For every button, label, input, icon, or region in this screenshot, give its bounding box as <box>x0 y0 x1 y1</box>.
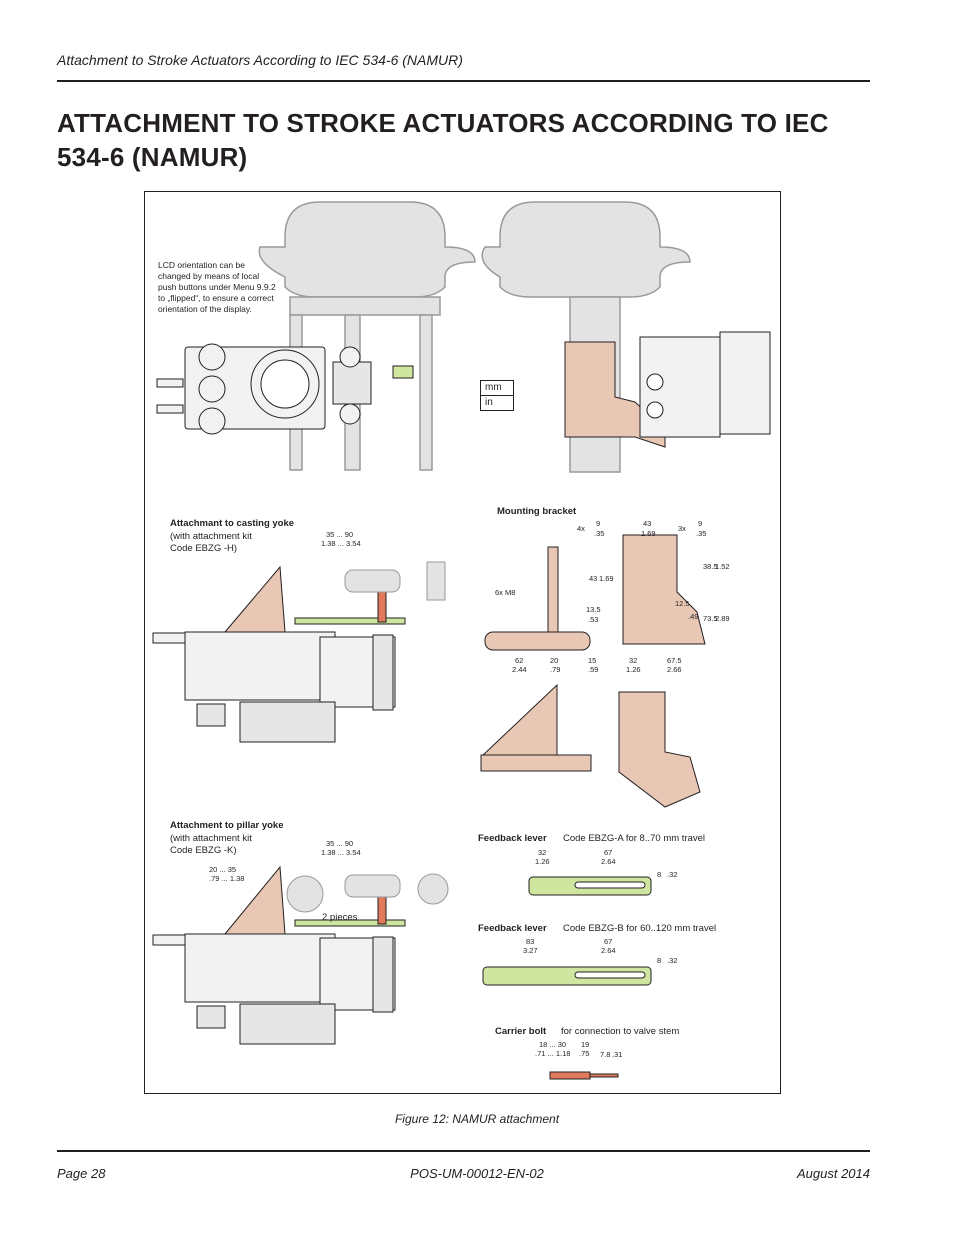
bolt-d2-in: .75 <box>579 1049 590 1058</box>
pillar-yoke-dim-in: 1.38 ... 3.54 <box>321 848 361 857</box>
pillar-yoke-title: Attachment to pillar yoke <box>170 820 284 831</box>
bracket-d38-in: 1.52 <box>715 562 730 571</box>
bracket-holes4-mm: 9 <box>596 519 601 528</box>
bracket-d67-mm: 67.5 <box>667 656 682 665</box>
feedback-lever-a-code: Code EBZG-A for 8..70 mm travel <box>563 833 706 844</box>
bracket-v43-mm: 43 <box>589 574 598 583</box>
carrier-bolt-label: Carrier bolt <box>495 1026 547 1037</box>
bracket-d67-in: 2.66 <box>667 665 682 674</box>
actuator-left <box>259 202 475 470</box>
bracket-d15-in: .59 <box>588 665 599 674</box>
publication-date: August 2014 <box>796 1166 870 1181</box>
feedback-lever-a-label: Feedback lever <box>478 833 547 844</box>
bracket-holes3-mm: 9 <box>698 519 703 528</box>
bracket-d62-in: 2.44 <box>512 665 527 674</box>
bracket-d73-in: 2.89 <box>715 614 730 623</box>
namur-attachment-figure <box>144 191 781 1094</box>
bracket-d15-mm: 15 <box>588 656 597 665</box>
mounting-bracket-title: Mounting bracket <box>497 506 577 517</box>
pillar-yoke-line1: (with attachment kit <box>170 833 252 844</box>
pillar-yoke-dia-in: .79 ... 1.38 <box>209 874 245 883</box>
bracket-thread: 6x M8 <box>495 588 516 597</box>
lever-a-d2-in: 2.64 <box>601 857 616 866</box>
bracket-holes3: 3x <box>678 524 686 533</box>
unit-mm: mm <box>481 381 513 396</box>
bracket-d32-in: 1.26 <box>626 665 641 674</box>
footer-rule <box>57 1150 870 1152</box>
bracket-holes4-in: .35 <box>594 529 605 538</box>
page-title: ATTACHMENT TO STROKE ACTUATORS ACCORDING TO IEC 534-6 (NAMUR) <box>57 108 829 172</box>
bracket-d73-mm: 73.5 <box>703 614 718 623</box>
bolt-d1-mm: 18 ... 30 <box>539 1040 567 1049</box>
bracket-d12-mm: 12.5 <box>675 599 690 608</box>
bracket-d20-in: .79 <box>550 665 561 674</box>
lever-a-d2-mm: 67 <box>604 848 613 857</box>
feedback-lever-b-label: Feedback lever <box>478 923 547 934</box>
casting-yoke-title: Attachmant to casting yoke <box>170 518 295 529</box>
bracket-d38-mm: 38.5 <box>703 562 718 571</box>
bracket-d13-mm: 13.5 <box>586 605 601 614</box>
lever-a-d1-mm: 32 <box>538 848 547 857</box>
document-id: POS-UM-00012-EN-02 <box>410 1166 544 1181</box>
positioner-side-view <box>565 332 770 447</box>
lever-b-d1-mm: 83 <box>526 937 535 946</box>
casting-yoke-line2: Code EBZG -H) <box>170 543 238 554</box>
lever-b-d2-in: 2.64 <box>601 946 616 955</box>
positioner-front-view <box>157 344 413 434</box>
bracket-d62-mm: 62 <box>515 656 524 665</box>
bracket-v43-in: 1.69 <box>599 574 614 583</box>
bracket-d13-in: .53 <box>588 615 599 624</box>
casting-yoke-dim-in: 1.38 ... 3.54 <box>321 539 361 548</box>
lever-b-d2-mm: 67 <box>604 937 613 946</box>
casting-yoke-line1: (with attachment kit <box>170 531 252 542</box>
lever-b-h-mm: 8 <box>657 956 662 965</box>
header-rule <box>57 80 870 82</box>
bolt-d1-in: .71 ... 1.18 <box>535 1049 571 1058</box>
feedback-lever-b <box>483 967 651 985</box>
casting-yoke-dim-mm: 35 ... 90 <box>326 530 354 539</box>
carrier-bolt <box>550 1072 618 1079</box>
pillar-yoke-dim-mm: 35 ... 90 <box>326 839 354 848</box>
figure-drawing <box>145 192 781 1094</box>
pillar-yoke-pieces: 2 pieces <box>322 912 358 923</box>
feedback-lever-b-code: Code EBZG-B for 60..120 mm travel <box>563 923 717 934</box>
carrier-bolt-desc: for connection to valve stem <box>561 1026 680 1037</box>
lever-a-h-in: .32 <box>667 870 678 879</box>
figure-caption: Figure 12: NAMUR attachment <box>394 1112 560 1126</box>
page-number: Page 28 <box>57 1166 106 1181</box>
unit-legend <box>480 380 514 411</box>
bracket-d43-mm: 43 <box>643 519 652 528</box>
bracket-d32-mm: 32 <box>629 656 638 665</box>
pillar-yoke-dia-mm: 20 ... 35 <box>209 865 237 874</box>
bolt-d3-in: .31 <box>612 1050 623 1059</box>
lever-a-h-mm: 8 <box>657 870 662 879</box>
bracket-d43-in: 1.69 <box>641 529 656 538</box>
bracket-d12-in: .49 <box>688 612 699 621</box>
unit-in: in <box>485 397 493 408</box>
pillar-yoke-view <box>153 867 448 1044</box>
bolt-d2-mm: 19 <box>581 1040 590 1049</box>
lever-b-d1-in: 3.27 <box>523 946 538 955</box>
bracket-holes4: 4x <box>577 524 585 533</box>
bracket-d20-mm: 20 <box>550 656 559 665</box>
pillar-yoke-line2: Code EBZG -K) <box>170 845 237 856</box>
feedback-lever-a <box>529 877 651 895</box>
lcd-orientation-note: LCD orientation can be changed by means of local push buttons under Menu 9.9.2 to „flipped“, to ensure a correct orientation of the display. <box>158 260 276 314</box>
running-header: Attachment to Stroke Actuators According to IEC 534-6 (NAMUR) <box>57 52 463 68</box>
lever-b-h-in: .32 <box>667 956 678 965</box>
bolt-d3-mm: 7.8 <box>600 1050 611 1059</box>
bracket-holes3-in: .35 <box>696 529 707 538</box>
casting-yoke-view <box>153 562 445 742</box>
lever-a-d1-in: 1.26 <box>535 857 550 866</box>
